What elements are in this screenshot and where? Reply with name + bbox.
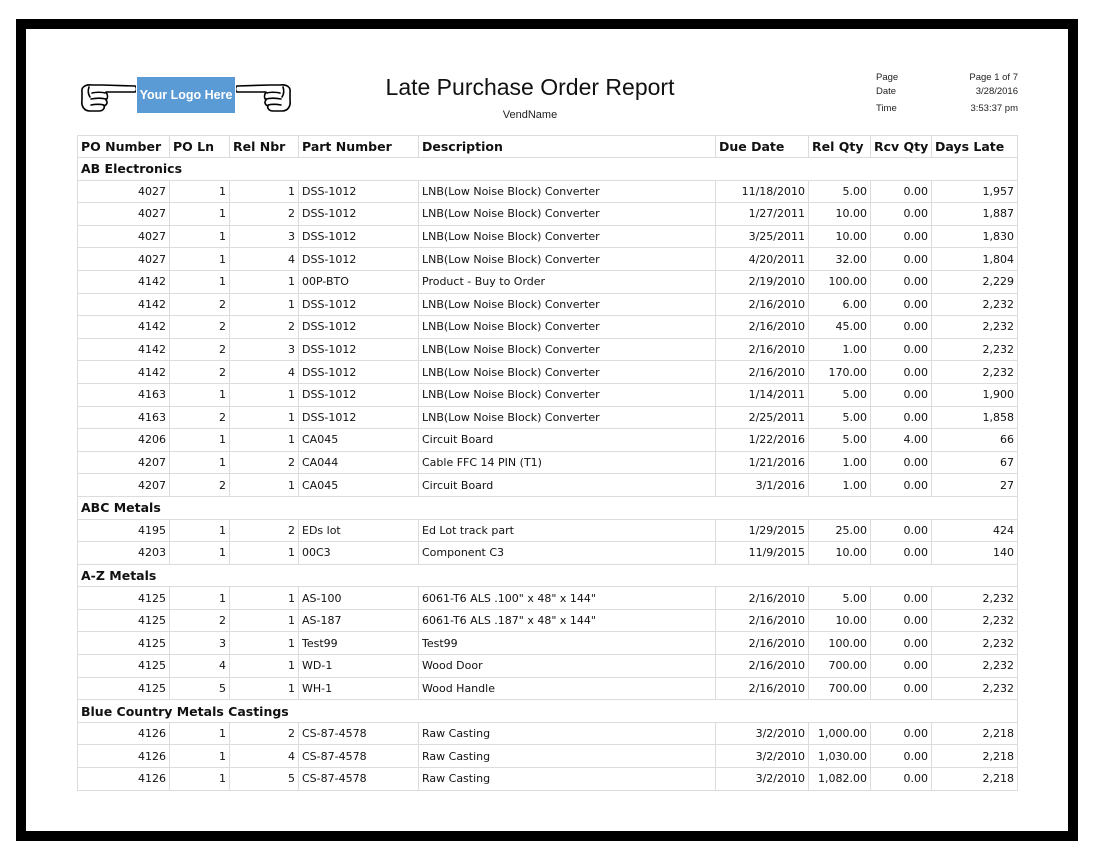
table-cell: DSS-1012 xyxy=(299,338,419,361)
table-cell: Wood Door xyxy=(419,655,716,678)
table-cell: 5.00 xyxy=(809,587,871,610)
table-cell: 4142 xyxy=(78,361,170,384)
table-row xyxy=(78,361,1018,384)
table-cell: AS-187 xyxy=(299,609,419,632)
table-cell: 1 xyxy=(170,383,230,406)
table-cell: 3/2/2010 xyxy=(716,745,809,768)
table-cell: 2/16/2010 xyxy=(716,677,809,700)
meta-date xyxy=(876,85,1018,99)
table-row xyxy=(78,474,1018,497)
table-cell: 700.00 xyxy=(809,655,871,678)
table-cell: 3/1/2016 xyxy=(716,474,809,497)
table-cell: 4027 xyxy=(78,203,170,226)
table-cell: 140 xyxy=(932,542,1018,565)
table-cell: 0.00 xyxy=(871,383,932,406)
table-cell: 2,232 xyxy=(932,338,1018,361)
table-row xyxy=(78,270,1018,293)
column-header: PO Number xyxy=(78,136,170,158)
table-cell: 100.00 xyxy=(809,270,871,293)
table-cell: CA044 xyxy=(299,451,419,474)
table-cell: 5 xyxy=(230,768,299,791)
table-row xyxy=(78,203,1018,226)
table-cell: 2,232 xyxy=(932,677,1018,700)
meta-label: Page xyxy=(876,72,899,83)
table-cell: 0.00 xyxy=(871,677,932,700)
column-header: Part Number xyxy=(299,136,419,158)
table-cell: 1 xyxy=(170,519,230,542)
table-row xyxy=(78,632,1018,655)
table-cell: DSS-1012 xyxy=(299,383,419,406)
table-cell: 2/16/2010 xyxy=(716,293,809,316)
table-cell: 2/16/2010 xyxy=(716,609,809,632)
pointing-hand-left-icon xyxy=(236,78,294,112)
table-cell: EDs lot xyxy=(299,519,419,542)
table-cell: 4 xyxy=(230,248,299,271)
table-cell: 4126 xyxy=(78,722,170,745)
table-row xyxy=(78,225,1018,248)
table-cell: 1,804 xyxy=(932,248,1018,271)
table-cell: DSS-1012 xyxy=(299,316,419,339)
vendor-group-row xyxy=(78,496,1018,519)
table-row xyxy=(78,180,1018,203)
table-cell: LNB(Low Noise Block) Converter xyxy=(419,203,716,226)
table-cell: 2 xyxy=(230,203,299,226)
table-cell: 2 xyxy=(170,609,230,632)
table-cell: WD-1 xyxy=(299,655,419,678)
table-cell: 0.00 xyxy=(871,722,932,745)
table-cell: 4142 xyxy=(78,338,170,361)
table-cell: 2 xyxy=(170,406,230,429)
table-cell: 2/19/2010 xyxy=(716,270,809,293)
table-cell: DSS-1012 xyxy=(299,293,419,316)
table-cell: Raw Casting xyxy=(419,722,716,745)
table-cell: 2,218 xyxy=(932,722,1018,745)
table-cell: LNB(Low Noise Block) Converter xyxy=(419,406,716,429)
table-cell: 2 xyxy=(230,316,299,339)
table-row xyxy=(78,383,1018,406)
vendor-group-row xyxy=(78,158,1018,181)
table-cell: 6061-T6 ALS .100" x 48" x 144" xyxy=(419,587,716,610)
table-cell: 0.00 xyxy=(871,655,932,678)
table-cell: 1.00 xyxy=(809,451,871,474)
table-cell: 3 xyxy=(170,632,230,655)
column-header: Days Late xyxy=(932,136,1018,158)
table-cell: 4 xyxy=(170,655,230,678)
table-cell: 3 xyxy=(230,225,299,248)
table-cell: Wood Handle xyxy=(419,677,716,700)
table-cell: 4207 xyxy=(78,474,170,497)
table-row xyxy=(78,519,1018,542)
table-cell: 2,232 xyxy=(932,587,1018,610)
table-cell: 2,232 xyxy=(932,316,1018,339)
table-cell: 4163 xyxy=(78,406,170,429)
table-cell: 0.00 xyxy=(871,270,932,293)
table-cell: 424 xyxy=(932,519,1018,542)
table-cell: 4207 xyxy=(78,451,170,474)
table-cell: 0.00 xyxy=(871,474,932,497)
table-cell: LNB(Low Noise Block) Converter xyxy=(419,383,716,406)
table-cell: 4206 xyxy=(78,429,170,452)
table-cell: 2,232 xyxy=(932,293,1018,316)
table-cell: 2/25/2011 xyxy=(716,406,809,429)
table-cell: 1 xyxy=(230,632,299,655)
table-cell: 00P-BTO xyxy=(299,270,419,293)
table-cell: Circuit Board xyxy=(419,474,716,497)
table-cell: 1 xyxy=(170,542,230,565)
table-cell: 170.00 xyxy=(809,361,871,384)
table-cell: 2 xyxy=(230,519,299,542)
meta-value: 3/28/2016 xyxy=(975,86,1018,97)
table-cell: DSS-1012 xyxy=(299,361,419,384)
table-cell: 2 xyxy=(230,451,299,474)
table-cell: 0.00 xyxy=(871,203,932,226)
table-cell: 4 xyxy=(230,745,299,768)
table-cell: 1 xyxy=(170,587,230,610)
table-cell: DSS-1012 xyxy=(299,248,419,271)
table-row xyxy=(78,338,1018,361)
table-cell: 10.00 xyxy=(809,203,871,226)
table-cell: 0.00 xyxy=(871,406,932,429)
table-row xyxy=(78,677,1018,700)
table-cell: CS-87-4578 xyxy=(299,722,419,745)
column-header: Rel Qty xyxy=(809,136,871,158)
table-cell: 0.00 xyxy=(871,632,932,655)
table-cell: 0.00 xyxy=(871,225,932,248)
vendor-name: AB Electronics xyxy=(78,158,1018,181)
meta-value: 3:53:37 pm xyxy=(970,103,1018,114)
table-cell: 1 xyxy=(170,225,230,248)
table-cell: 4027 xyxy=(78,248,170,271)
table-cell: 4142 xyxy=(78,293,170,316)
table-row xyxy=(78,293,1018,316)
table-cell: 1 xyxy=(230,383,299,406)
table-cell: 2,232 xyxy=(932,609,1018,632)
table-cell: 0.00 xyxy=(871,609,932,632)
table-cell: 1,957 xyxy=(932,180,1018,203)
table-cell: 3 xyxy=(230,338,299,361)
table-cell: 2 xyxy=(170,293,230,316)
table-cell: 1/22/2016 xyxy=(716,429,809,452)
table-cell: 4027 xyxy=(78,225,170,248)
column-header: Rel Nbr xyxy=(230,136,299,158)
table-cell: 0.00 xyxy=(871,587,932,610)
table-cell: 0.00 xyxy=(871,542,932,565)
table-cell: 10.00 xyxy=(809,542,871,565)
table-cell: 2 xyxy=(170,474,230,497)
table-cell: 3/2/2010 xyxy=(716,768,809,791)
table-cell: 4126 xyxy=(78,745,170,768)
table-row xyxy=(78,587,1018,610)
column-header: PO Ln xyxy=(170,136,230,158)
table-cell: 1 xyxy=(170,270,230,293)
table-cell: 4195 xyxy=(78,519,170,542)
table-cell: LNB(Low Noise Block) Converter xyxy=(419,180,716,203)
table-row xyxy=(78,655,1018,678)
table-cell: 2 xyxy=(170,338,230,361)
table-row xyxy=(78,745,1018,768)
table-cell: 2,218 xyxy=(932,745,1018,768)
table-cell: 5 xyxy=(170,677,230,700)
table-cell: DSS-1012 xyxy=(299,180,419,203)
table-cell: 5.00 xyxy=(809,383,871,406)
table-row xyxy=(78,451,1018,474)
table-cell: LNB(Low Noise Block) Converter xyxy=(419,293,716,316)
table-cell: CS-87-4578 xyxy=(299,745,419,768)
report-subtitle: VendName xyxy=(502,109,558,121)
table-row xyxy=(78,609,1018,632)
table-cell: 2,232 xyxy=(932,655,1018,678)
table-cell: 1 xyxy=(230,180,299,203)
table-cell: LNB(Low Noise Block) Converter xyxy=(419,225,716,248)
vendor-group-row xyxy=(78,700,1018,723)
table-cell: CS-87-4578 xyxy=(299,768,419,791)
table-cell: 4 xyxy=(230,361,299,384)
logo-placeholder: Your Logo Here xyxy=(137,77,235,113)
table-cell: Product - Buy to Order xyxy=(419,270,716,293)
table-cell: 32.00 xyxy=(809,248,871,271)
meta-value: Page 1 of 7 xyxy=(969,72,1018,83)
table-cell: 4126 xyxy=(78,768,170,791)
meta-label: Date xyxy=(876,86,897,97)
table-cell: 25.00 xyxy=(809,519,871,542)
table-cell: 4142 xyxy=(78,316,170,339)
table-cell: 1,000.00 xyxy=(809,722,871,745)
table-cell: 2/16/2010 xyxy=(716,655,809,678)
table-cell: 4.00 xyxy=(871,429,932,452)
table-cell: 1 xyxy=(230,542,299,565)
table-cell: DSS-1012 xyxy=(299,406,419,429)
table-cell: 2/16/2010 xyxy=(716,632,809,655)
report-title: Late Purchase Order Report xyxy=(385,74,675,100)
vendor-group-row xyxy=(78,564,1018,587)
table-cell: 2/16/2010 xyxy=(716,587,809,610)
table-cell: 1 xyxy=(230,429,299,452)
table-cell: 3/25/2011 xyxy=(716,225,809,248)
table-cell: 2,232 xyxy=(932,632,1018,655)
table-cell: 5.00 xyxy=(809,180,871,203)
table-cell: LNB(Low Noise Block) Converter xyxy=(419,316,716,339)
table-cell: LNB(Low Noise Block) Converter xyxy=(419,338,716,361)
table-cell: 2 xyxy=(170,361,230,384)
vendor-name: A-Z Metals xyxy=(78,564,1018,587)
table-cell: DSS-1012 xyxy=(299,225,419,248)
table-cell: 6.00 xyxy=(809,293,871,316)
table-cell: 0.00 xyxy=(871,451,932,474)
table-cell: 10.00 xyxy=(809,609,871,632)
table-cell: 6061-T6 ALS .187" x 48" x 144" xyxy=(419,609,716,632)
table-cell: 1 xyxy=(230,270,299,293)
table-cell: 2,232 xyxy=(932,361,1018,384)
table-cell: 1 xyxy=(230,474,299,497)
table-cell: 1 xyxy=(170,745,230,768)
table-cell: 0.00 xyxy=(871,361,932,384)
table-row xyxy=(78,316,1018,339)
table-cell: 4027 xyxy=(78,180,170,203)
table-cell: DSS-1012 xyxy=(299,203,419,226)
table-cell: 1 xyxy=(230,587,299,610)
table-cell: Circuit Board xyxy=(419,429,716,452)
table-cell: 0.00 xyxy=(871,248,932,271)
table-cell: 1/29/2015 xyxy=(716,519,809,542)
table-cell: 0.00 xyxy=(871,180,932,203)
table-cell: 4125 xyxy=(78,587,170,610)
table-body xyxy=(78,158,1018,791)
table-row xyxy=(78,248,1018,271)
table-cell: 1,887 xyxy=(932,203,1018,226)
table-cell: 1 xyxy=(230,609,299,632)
table-cell: 1,830 xyxy=(932,225,1018,248)
table-cell: 00C3 xyxy=(299,542,419,565)
table-cell: 1 xyxy=(230,655,299,678)
table-cell: 2 xyxy=(230,722,299,745)
column-header: Rcv Qty xyxy=(871,136,932,158)
table-cell: Raw Casting xyxy=(419,745,716,768)
table-cell: 3/2/2010 xyxy=(716,722,809,745)
table-cell: 1 xyxy=(170,451,230,474)
table-cell: 66 xyxy=(932,429,1018,452)
table-cell: 4163 xyxy=(78,383,170,406)
meta-page xyxy=(876,71,1018,85)
table-cell: CA045 xyxy=(299,474,419,497)
table-cell: 4/20/2011 xyxy=(716,248,809,271)
table-cell: 5.00 xyxy=(809,429,871,452)
table-cell: AS-100 xyxy=(299,587,419,610)
table-row xyxy=(78,542,1018,565)
table-cell: 1/14/2011 xyxy=(716,383,809,406)
table-cell: 0.00 xyxy=(871,293,932,316)
table-cell: 1,030.00 xyxy=(809,745,871,768)
table-cell: 1.00 xyxy=(809,474,871,497)
table-cell: 5.00 xyxy=(809,406,871,429)
table-cell: 4125 xyxy=(78,632,170,655)
table-cell: 2,218 xyxy=(932,768,1018,791)
report-meta xyxy=(876,71,1018,116)
table-cell: 4125 xyxy=(78,609,170,632)
table-cell: LNB(Low Noise Block) Converter xyxy=(419,248,716,271)
table-cell: 10.00 xyxy=(809,225,871,248)
column-header: Description xyxy=(419,136,716,158)
table-cell: CA045 xyxy=(299,429,419,452)
table-cell: 1,082.00 xyxy=(809,768,871,791)
table-row xyxy=(78,722,1018,745)
table-cell: 0.00 xyxy=(871,316,932,339)
table-cell: 1,900 xyxy=(932,383,1018,406)
table-cell: 1 xyxy=(170,248,230,271)
table-cell: 45.00 xyxy=(809,316,871,339)
table-cell: Ed Lot track part xyxy=(419,519,716,542)
table-cell: Test99 xyxy=(299,632,419,655)
table-cell: 11/18/2010 xyxy=(716,180,809,203)
table-cell: 1/21/2016 xyxy=(716,451,809,474)
table-cell: 4125 xyxy=(78,655,170,678)
logo-area xyxy=(78,76,294,114)
vendor-name: Blue Country Metals Castings xyxy=(78,700,1018,723)
table-cell: LNB(Low Noise Block) Converter xyxy=(419,361,716,384)
table-cell: 27 xyxy=(932,474,1018,497)
late-po-table xyxy=(77,135,1018,791)
table-cell: Raw Casting xyxy=(419,768,716,791)
table-cell: 100.00 xyxy=(809,632,871,655)
table-cell: 1.00 xyxy=(809,338,871,361)
table-row xyxy=(78,768,1018,791)
table-cell: 2/16/2010 xyxy=(716,316,809,339)
table-cell: 1 xyxy=(230,677,299,700)
table-cell: 4125 xyxy=(78,677,170,700)
table-cell: 1 xyxy=(170,722,230,745)
table-cell: 1 xyxy=(170,768,230,791)
table-cell: 1 xyxy=(230,293,299,316)
table-cell: 0.00 xyxy=(871,519,932,542)
table-cell: WH-1 xyxy=(299,677,419,700)
table-cell: 4203 xyxy=(78,542,170,565)
table-cell: 0.00 xyxy=(871,338,932,361)
table-cell: 1 xyxy=(170,429,230,452)
table-cell: 1 xyxy=(170,180,230,203)
table-row xyxy=(78,406,1018,429)
table-cell: 700.00 xyxy=(809,677,871,700)
table-cell: 1,858 xyxy=(932,406,1018,429)
table-cell: 4142 xyxy=(78,270,170,293)
table-cell: 2/16/2010 xyxy=(716,361,809,384)
meta-time xyxy=(876,102,1018,116)
table-cell: Test99 xyxy=(419,632,716,655)
table-cell: 0.00 xyxy=(871,745,932,768)
table-cell: 0.00 xyxy=(871,768,932,791)
table-cell: 1/27/2011 xyxy=(716,203,809,226)
table-cell: 11/9/2015 xyxy=(716,542,809,565)
table-cell: 2,229 xyxy=(932,270,1018,293)
meta-label: Time xyxy=(876,103,897,114)
pointing-hand-right-icon xyxy=(78,78,136,112)
table-cell: 1 xyxy=(170,203,230,226)
table-header-row xyxy=(78,136,1018,158)
vendor-name: ABC Metals xyxy=(78,496,1018,519)
table-cell: Component C3 xyxy=(419,542,716,565)
column-header: Due Date xyxy=(716,136,809,158)
table-cell: 67 xyxy=(932,451,1018,474)
table-cell: 2 xyxy=(170,316,230,339)
table-cell: 1 xyxy=(230,406,299,429)
table-cell: 2/16/2010 xyxy=(716,338,809,361)
table-cell: Cable FFC 14 PIN (T1) xyxy=(419,451,716,474)
table-row xyxy=(78,429,1018,452)
